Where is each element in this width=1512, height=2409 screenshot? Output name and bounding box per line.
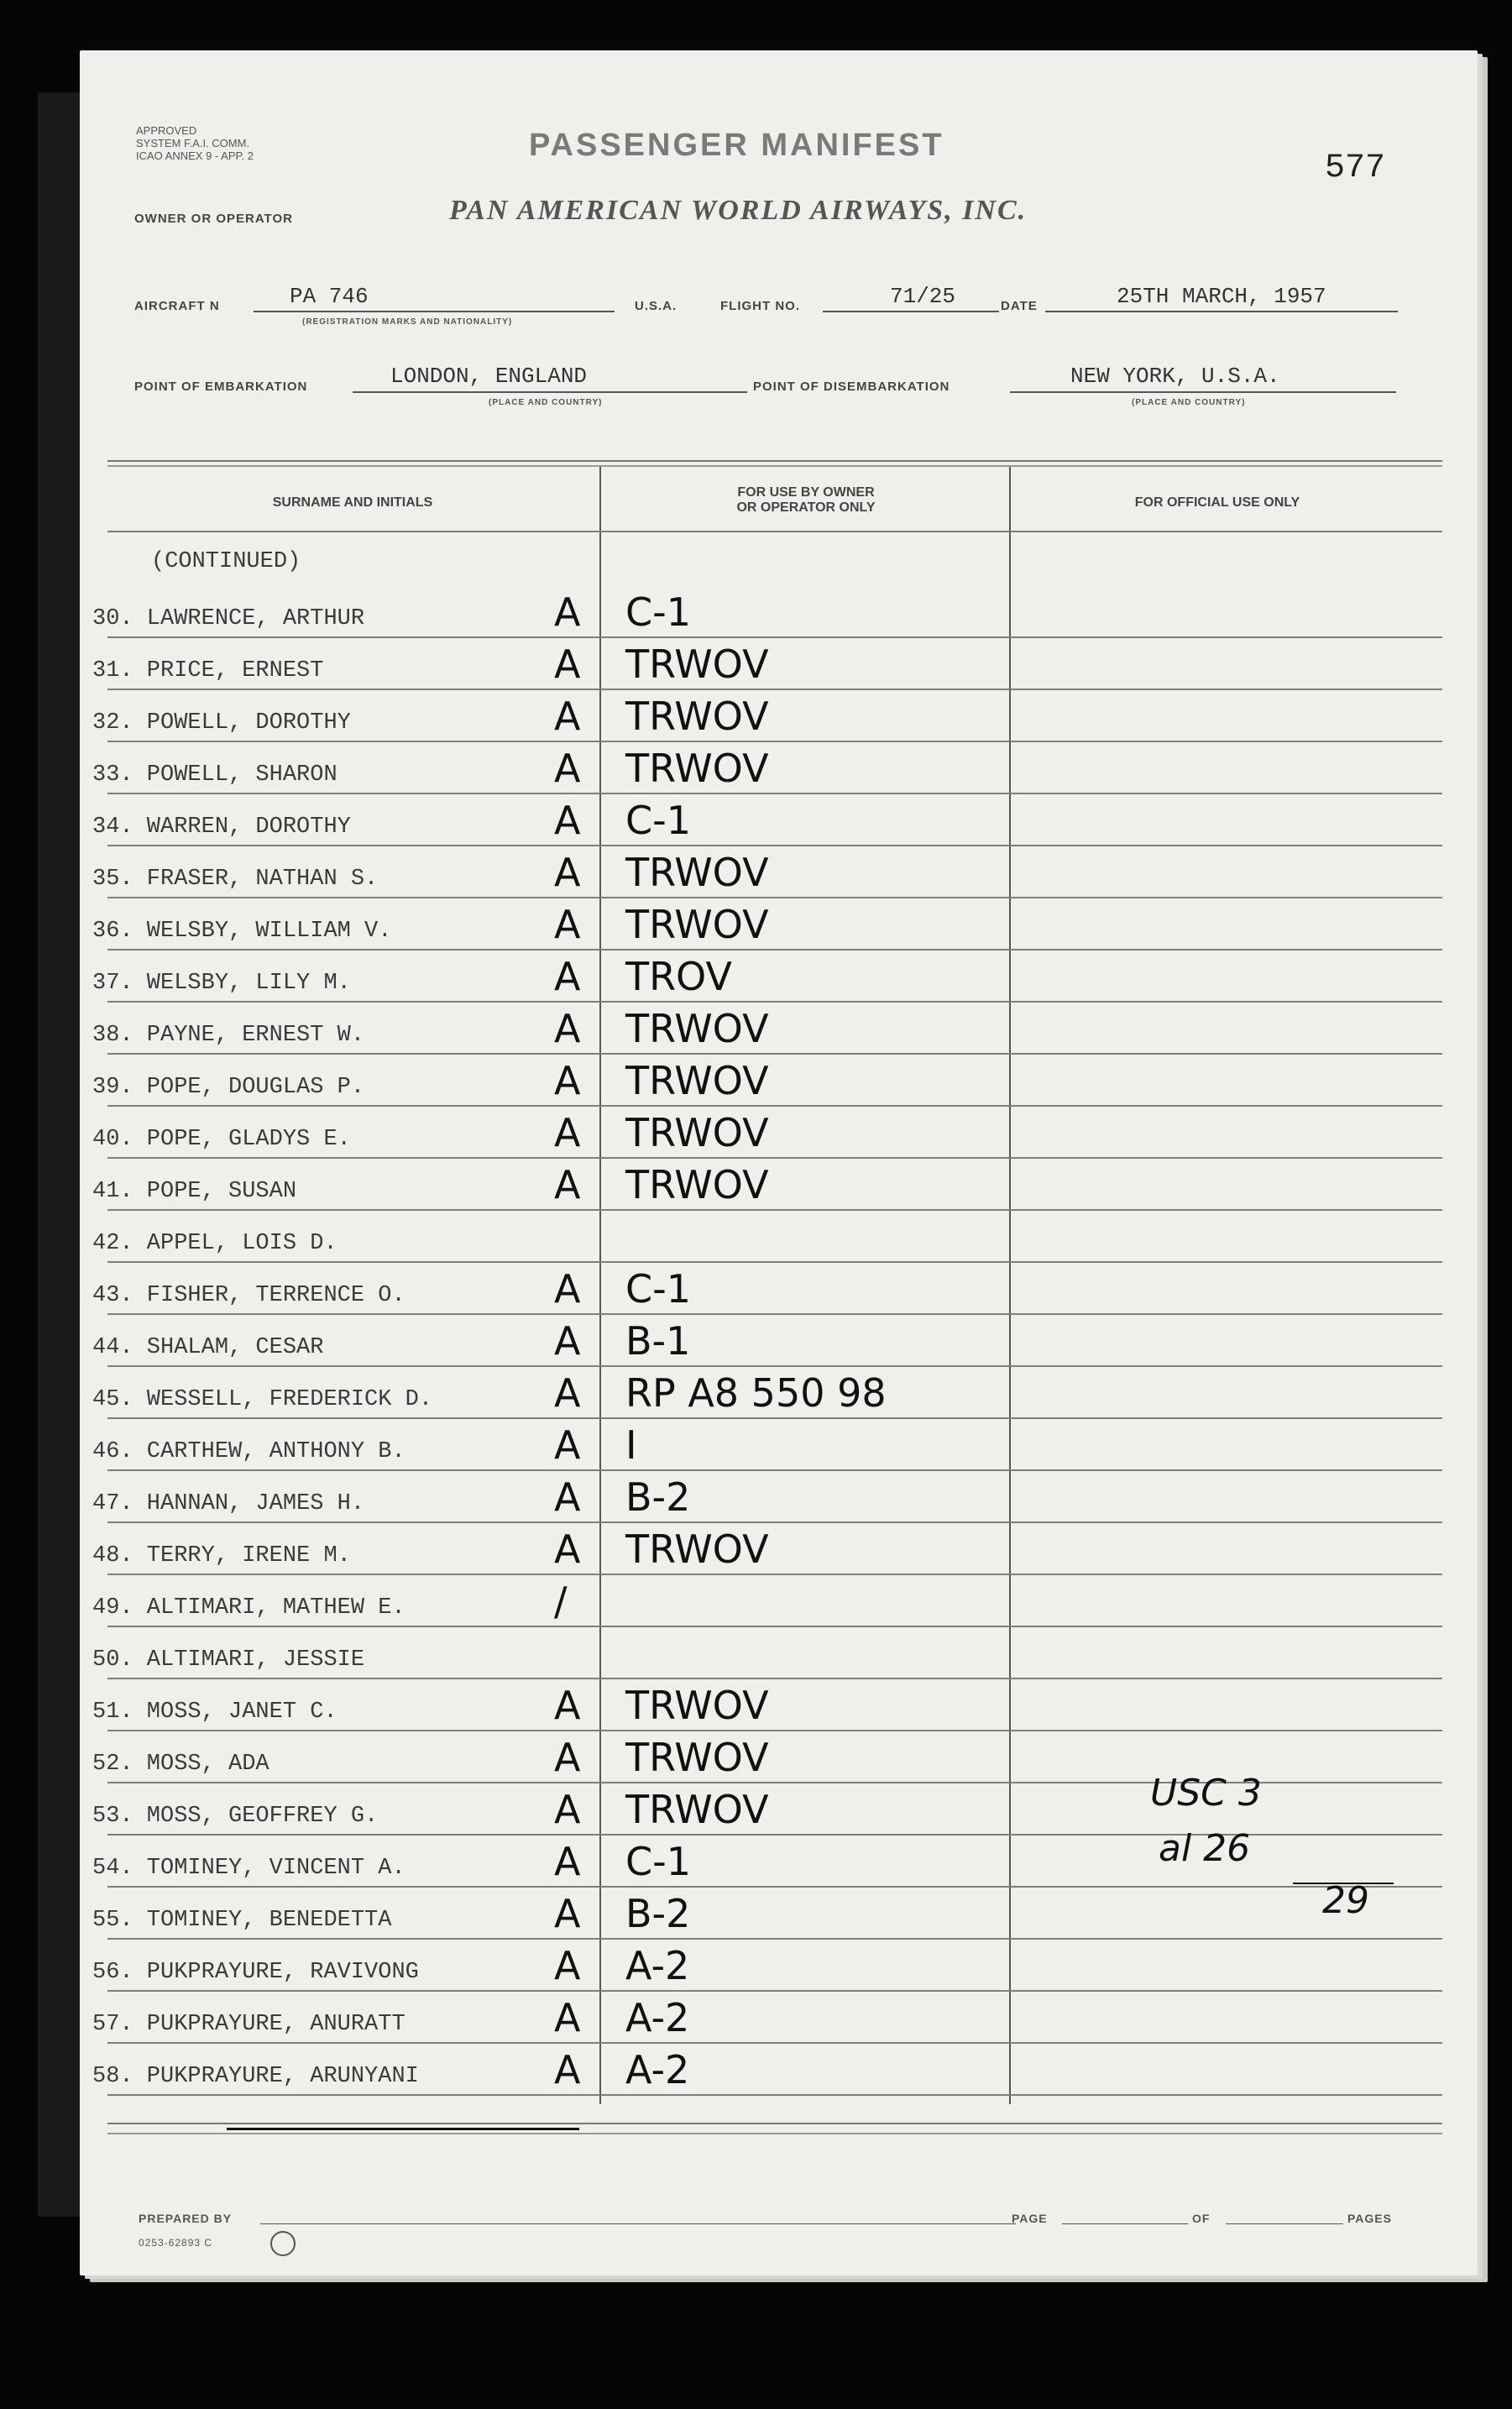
passenger-name: 30. LAWRENCE, ARTHUR bbox=[92, 606, 365, 631]
passenger-name: 45. WESSELL, FREDERICK D. bbox=[92, 1387, 433, 1412]
page-title: PASSENGER MANIFEST bbox=[529, 128, 944, 163]
operator-code: TRWOV bbox=[625, 1006, 769, 1051]
status-mark: A bbox=[554, 1735, 581, 1780]
status-mark: A bbox=[554, 954, 581, 999]
passenger-name: 33. POWELL, SHARON bbox=[92, 762, 337, 788]
aircraft-sub: (REGISTRATION MARKS AND NATIONALITY) bbox=[302, 317, 513, 327]
passenger-name: 40. POPE, GLADYS E. bbox=[92, 1127, 351, 1152]
row-rule bbox=[107, 1626, 1442, 1627]
row-rule bbox=[107, 897, 1442, 898]
passenger-name: 34. WARREN, DOROTHY bbox=[92, 814, 351, 840]
aircraft-label: AIRCRAFT N bbox=[134, 299, 220, 313]
operator-code: RP A8 550 98 bbox=[625, 1370, 887, 1416]
row-rule bbox=[107, 793, 1442, 794]
form-number: 0253-62893 C bbox=[139, 2237, 213, 2249]
passenger-name: 31. PRICE, ERNEST bbox=[92, 658, 324, 683]
status-mark: A bbox=[554, 1787, 581, 1832]
passenger-name: 39. POPE, DOUGLAS P. bbox=[92, 1075, 365, 1100]
passenger-name: 42. APPEL, LOIS D. bbox=[92, 1231, 337, 1256]
passenger-name: 32. POWELL, DOROTHY bbox=[92, 710, 351, 736]
official-note-1: USC 3 bbox=[1150, 1772, 1262, 1815]
status-mark: A bbox=[554, 2047, 581, 2092]
pages-label: PAGES bbox=[1347, 2212, 1392, 2225]
embarkation-value: LONDON, ENGLAND bbox=[390, 364, 588, 389]
aircraft-value: PA 746 bbox=[290, 284, 369, 309]
passenger-name: 41. POPE, SUSAN bbox=[92, 1179, 297, 1204]
row-rule bbox=[107, 1209, 1442, 1211]
operator-code: I bbox=[625, 1422, 637, 1468]
operator-code: C-1 bbox=[625, 798, 691, 843]
column-divider bbox=[599, 467, 601, 2104]
row-rule bbox=[107, 741, 1442, 742]
status-mark: A bbox=[554, 1474, 581, 1520]
status-mark: A bbox=[554, 1370, 581, 1416]
page-label: PAGE bbox=[1012, 2212, 1048, 2225]
row-rule bbox=[107, 1990, 1442, 1992]
passenger-name: 37. WELSBY, LILY M. bbox=[92, 971, 351, 996]
status-mark: A bbox=[554, 902, 581, 947]
official-note-total: 29 bbox=[1322, 1879, 1369, 1922]
row-rule bbox=[107, 1730, 1442, 1731]
status-mark: A bbox=[554, 642, 581, 687]
passenger-name: 51. MOSS, JANET C. bbox=[92, 1699, 337, 1725]
operator-code: C-1 bbox=[625, 1266, 691, 1312]
row-rule bbox=[107, 2094, 1442, 2096]
status-mark: A bbox=[554, 1162, 581, 1207]
row-rule bbox=[107, 845, 1442, 846]
row-rule bbox=[107, 636, 1442, 638]
status-mark: A bbox=[554, 589, 581, 635]
operator-code: TRWOV bbox=[625, 1787, 769, 1832]
status-mark: A bbox=[554, 850, 581, 895]
passenger-name: 46. CARTHEW, ANTHONY B. bbox=[92, 1439, 405, 1464]
airline-name: PAN AMERICAN WORLD AIRWAYS, INC. bbox=[449, 195, 1028, 226]
passenger-name: 55. TOMINEY, BENEDETTA bbox=[92, 1908, 392, 1933]
official-note-2: al 26 bbox=[1159, 1827, 1251, 1870]
passenger-name: 53. MOSS, GEOFFREY G. bbox=[92, 1804, 379, 1829]
status-mark: A bbox=[554, 1891, 581, 1936]
operator-code: TRWOV bbox=[625, 902, 769, 947]
column-divider bbox=[1009, 467, 1011, 2104]
passenger-name: 47. HANNAN, JAMES H. bbox=[92, 1491, 365, 1516]
status-mark: / bbox=[554, 1579, 568, 1624]
usa-label: U.S.A. bbox=[635, 299, 678, 313]
approval-stamp: APPROVED SYSTEM F.A.I. COMM. ICAO ANNEX 9 - APP. 2 bbox=[136, 124, 254, 162]
row-rule bbox=[107, 1417, 1442, 1419]
row-rule bbox=[107, 1105, 1442, 1107]
operator-code: TRWOV bbox=[625, 1527, 769, 1572]
operator-code: B-2 bbox=[625, 1891, 691, 1936]
status-mark: A bbox=[554, 1683, 581, 1728]
passenger-name: 36. WELSBY, WILLIAM V. bbox=[92, 919, 392, 944]
row-rule bbox=[107, 1938, 1442, 1940]
page-number: 577 bbox=[1325, 149, 1386, 187]
status-mark: A bbox=[554, 798, 581, 843]
row-rule bbox=[107, 1678, 1442, 1679]
owner-label: OWNER OR OPERATOR bbox=[134, 212, 293, 226]
row-rule bbox=[107, 1574, 1442, 1575]
status-mark: A bbox=[554, 1995, 581, 2040]
disembarkation-value: NEW YORK, U.S.A. bbox=[1070, 364, 1280, 389]
row-rule bbox=[107, 2042, 1442, 2044]
column-header-owner-use: FOR USE BY OWNER OR OPERATOR ONLY bbox=[736, 485, 876, 515]
row-rule bbox=[107, 1313, 1442, 1315]
row-rule bbox=[107, 1053, 1442, 1055]
status-mark: A bbox=[554, 694, 581, 739]
status-mark: A bbox=[554, 1839, 581, 1884]
operator-code: TRWOV bbox=[625, 1162, 769, 1207]
prepared-by-label: PREPARED BY bbox=[139, 2212, 233, 2225]
operator-code: TRWOV bbox=[625, 1683, 769, 1728]
status-mark: A bbox=[554, 1110, 581, 1155]
row-rule bbox=[107, 1261, 1442, 1263]
passenger-name: 49. ALTIMARI, MATHEW E. bbox=[92, 1595, 405, 1621]
passenger-name: 35. FRASER, NATHAN S. bbox=[92, 867, 379, 892]
union-label-seal bbox=[270, 2231, 296, 2256]
operator-code: TROV bbox=[625, 954, 732, 999]
embarkation-label: POINT OF EMBARKATION bbox=[134, 380, 308, 394]
row-rule bbox=[107, 1157, 1442, 1159]
passenger-name: 48. TERRY, IRENE M. bbox=[92, 1543, 351, 1568]
flight-label: FLIGHT NO. bbox=[720, 299, 800, 313]
passenger-name: 56. PUKPRAYURE, RAVIVONG bbox=[92, 1960, 419, 1985]
passenger-name: 44. SHALAM, CESAR bbox=[92, 1335, 324, 1360]
operator-code: TRWOV bbox=[625, 1110, 769, 1155]
operator-code: C-1 bbox=[625, 589, 691, 635]
row-rule bbox=[107, 1001, 1442, 1003]
date-label: DATE bbox=[1001, 299, 1038, 313]
of-label: OF bbox=[1192, 2212, 1211, 2225]
disembarkation-label: POINT OF DISEMBARKATION bbox=[753, 380, 950, 394]
operator-code: A-2 bbox=[625, 1995, 690, 2040]
row-rule bbox=[107, 949, 1442, 951]
column-header-surname: SURNAME AND INITIALS bbox=[272, 495, 433, 510]
operator-code: C-1 bbox=[625, 1839, 691, 1884]
status-mark: A bbox=[554, 1006, 581, 1051]
passenger-name: 52. MOSS, ADA bbox=[92, 1752, 269, 1777]
status-mark: A bbox=[554, 1058, 581, 1103]
status-mark: A bbox=[554, 746, 581, 791]
row-rule bbox=[107, 1886, 1442, 1888]
operator-code: B-1 bbox=[625, 1318, 691, 1364]
embarkation-sub: (PLACE AND COUNTRY) bbox=[489, 398, 603, 407]
row-rule bbox=[107, 689, 1442, 690]
operator-code: TRWOV bbox=[625, 850, 769, 895]
continued-label: (CONTINUED) bbox=[151, 549, 301, 574]
row-rule bbox=[107, 1469, 1442, 1471]
passenger-name: 50. ALTIMARI, JESSIE bbox=[92, 1647, 365, 1673]
passenger-name: 58. PUKPRAYURE, ARUNYANI bbox=[92, 2064, 419, 2089]
operator-code: TRWOV bbox=[625, 642, 769, 687]
passenger-name: 54. TOMINEY, VINCENT A. bbox=[92, 1856, 405, 1881]
row-rule bbox=[107, 1521, 1442, 1523]
status-mark: A bbox=[554, 1422, 581, 1468]
passenger-name: 43. FISHER, TERRENCE O. bbox=[92, 1283, 405, 1308]
operator-code: A-2 bbox=[625, 1943, 690, 1988]
flight-value: 71/25 bbox=[890, 284, 956, 309]
status-mark: A bbox=[554, 1318, 581, 1364]
date-value: 25TH MARCH, 1957 bbox=[1117, 284, 1326, 309]
operator-code: TRWOV bbox=[625, 1058, 769, 1103]
status-mark: A bbox=[554, 1943, 581, 1988]
operator-code: TRWOV bbox=[625, 1735, 769, 1780]
passenger-name: 57. PUKPRAYURE, ANURATT bbox=[92, 2012, 405, 2037]
operator-code: TRWOV bbox=[625, 746, 769, 791]
operator-code: TRWOV bbox=[625, 694, 769, 739]
status-mark: A bbox=[554, 1527, 581, 1572]
operator-code: A-2 bbox=[625, 2047, 690, 2092]
status-mark: A bbox=[554, 1266, 581, 1312]
disembarkation-sub: (PLACE AND COUNTRY) bbox=[1132, 398, 1246, 407]
row-rule bbox=[107, 1365, 1442, 1367]
passenger-name: 38. PAYNE, ERNEST W. bbox=[92, 1023, 365, 1048]
operator-code: B-2 bbox=[625, 1474, 691, 1520]
column-header-official-use: FOR OFFICIAL USE ONLY bbox=[1134, 495, 1300, 510]
